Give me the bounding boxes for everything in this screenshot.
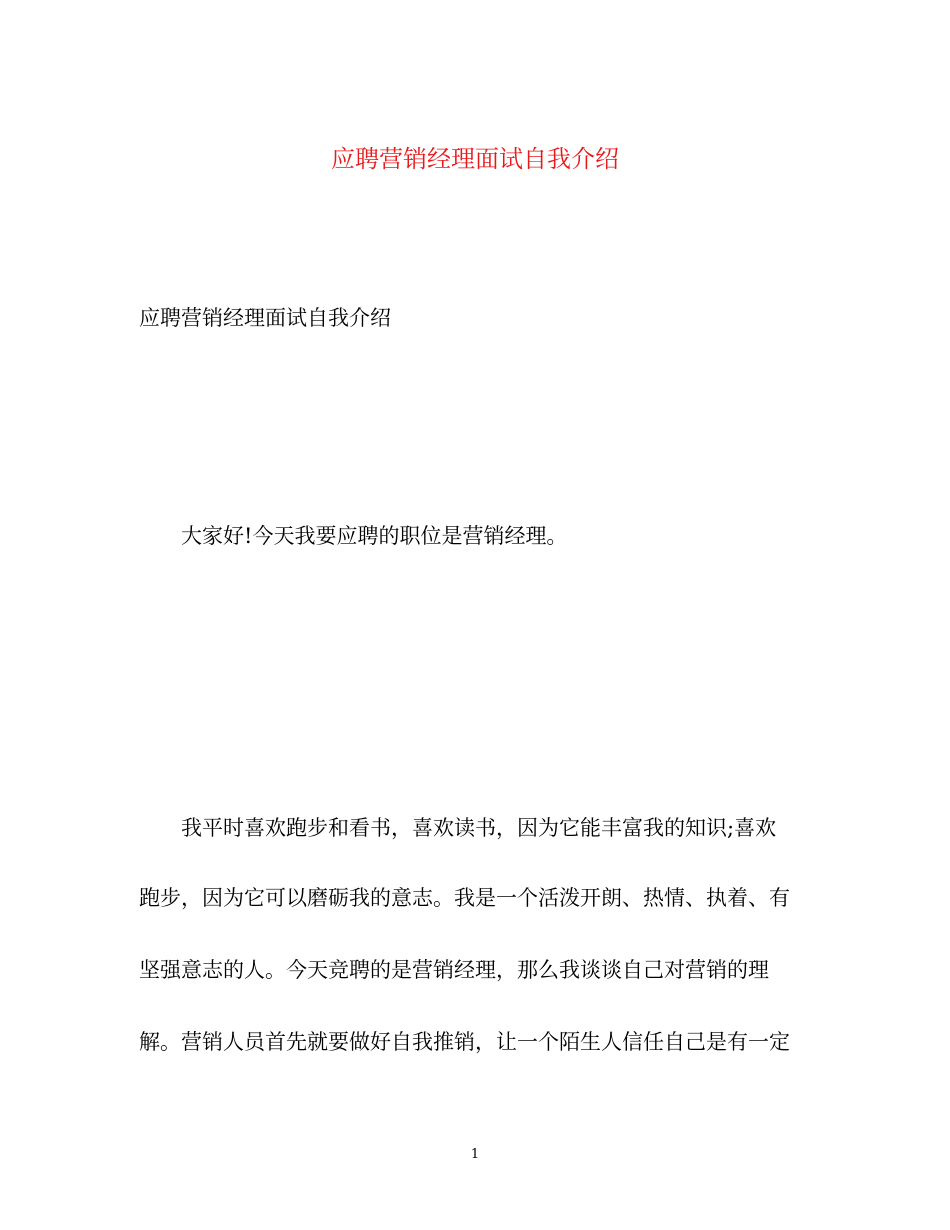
paragraph-greeting: 大家好!今天我要应聘的职位是营销经理。 <box>181 524 568 548</box>
page-number: 1 <box>470 1147 480 1162</box>
document-subtitle: 应聘营销经理面试自我介绍 <box>139 306 391 330</box>
paragraph-line: 解。营销人员首先就要做好自我推销，让一个陌生人信任自己是有一定 <box>139 1030 790 1054</box>
paragraph-line: 跑步，因为它可以磨砺我的意志。我是一个活泼开朗、热情、执着、有 <box>139 886 790 910</box>
paragraph-line: 我平时喜欢跑步和看书，喜欢读书，因为它能丰富我的知识;喜欢 <box>181 816 777 840</box>
paragraph-line: 坚强意志的人。今天竞聘的是营销经理，那么我谈谈自己对营销的理 <box>139 958 769 982</box>
document-title: 应聘营销经理面试自我介绍 <box>331 145 619 173</box>
